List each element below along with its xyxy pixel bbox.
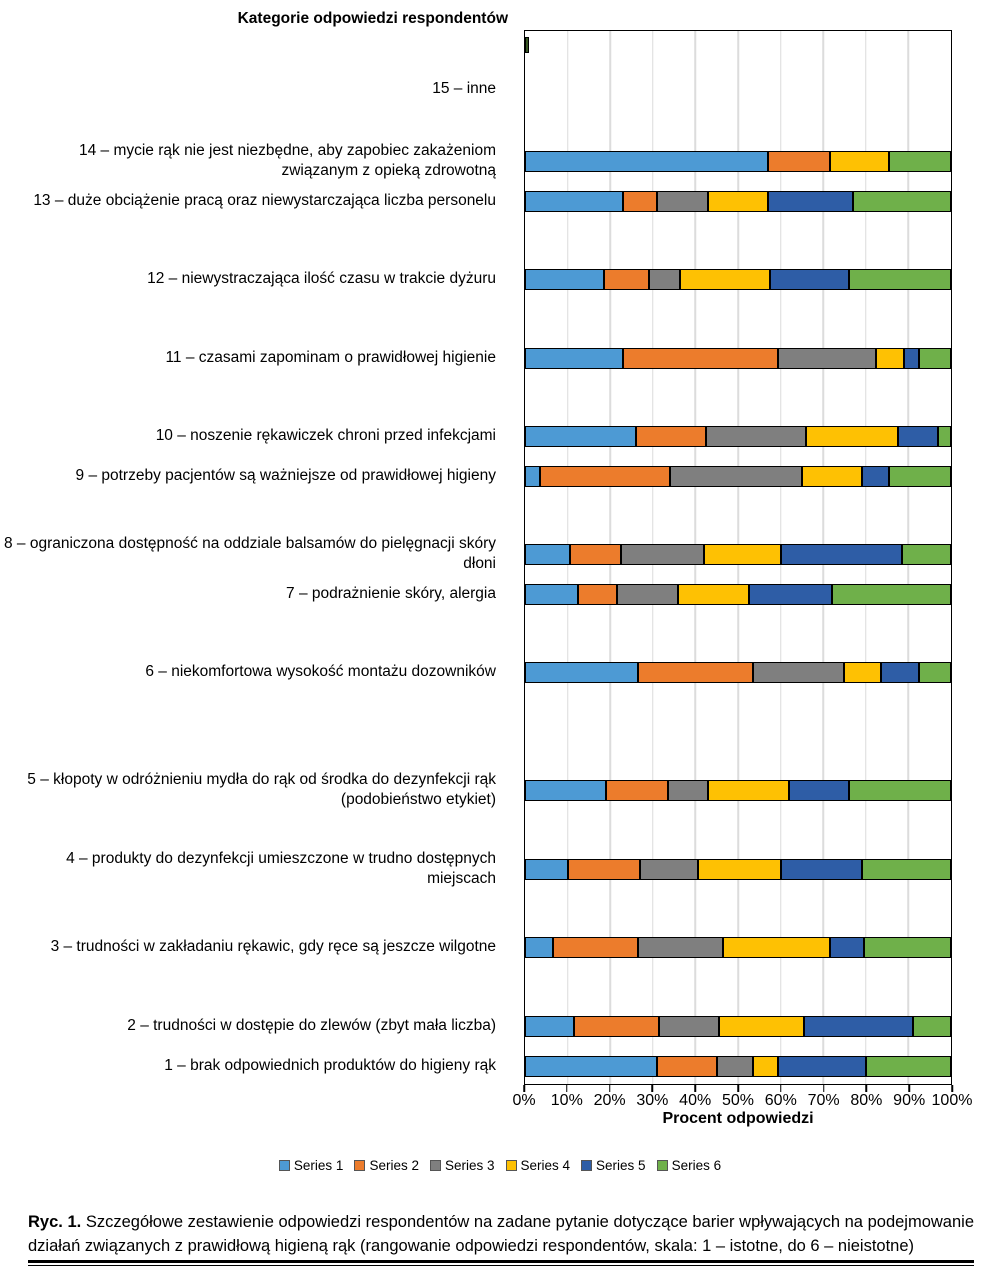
bar-row <box>525 269 951 290</box>
category-label: 13 – duże obciążenie pracą oraz niewystarczająca liczba personelu <box>33 191 496 209</box>
category-label: 15 – inne <box>432 79 496 97</box>
caption-label: Ryc. 1. <box>28 1213 82 1231</box>
bar-segment <box>778 348 876 369</box>
x-tick <box>866 1085 868 1092</box>
bar-segment <box>708 780 789 801</box>
x-tick <box>523 1085 525 1092</box>
bar-segment <box>881 662 919 683</box>
x-tick-label: 50% <box>721 1092 755 1109</box>
category-label: 9 – potrzeby pacjentów są ważniejsze od prawidłowej higieny <box>75 466 496 484</box>
x-tick-label: 30% <box>636 1092 669 1109</box>
category-label: 1 – brak odpowiednich produktów do higieny rąk <box>164 1056 496 1074</box>
x-tick-label: 20% <box>593 1092 626 1109</box>
bar-segment <box>525 269 604 290</box>
bar-segment <box>578 584 616 605</box>
x-tick-label: 60% <box>764 1092 797 1109</box>
category-label: 11 – czasami zapominam o prawidłowej higienie <box>165 348 496 366</box>
bar-segment <box>706 426 806 447</box>
x-tick <box>737 1085 739 1092</box>
legend-swatch <box>506 1160 517 1171</box>
legend-label: Series 1 <box>293 1158 344 1173</box>
bar-row <box>525 937 951 958</box>
category-label: 2 – trudności w dostępie do zlewów (zbyt mała liczba) <box>127 1016 496 1034</box>
x-tick-label: 10% <box>550 1092 583 1109</box>
bar-segment <box>525 937 553 958</box>
bar-segment <box>636 426 706 447</box>
bar-segment <box>781 859 862 880</box>
bar-segment <box>778 1056 865 1077</box>
bar-row <box>525 859 951 880</box>
bar-segment <box>723 937 830 958</box>
bar-segment <box>657 1056 717 1077</box>
bar-row <box>525 1016 951 1037</box>
x-tick <box>609 1085 611 1092</box>
bar-segment <box>781 544 902 565</box>
category-label: 10 – noszenie rękawiczek chroni przed infekcjami <box>155 426 496 444</box>
bar-segment <box>617 584 679 605</box>
plot-area <box>524 30 952 1085</box>
x-tick <box>566 1085 568 1092</box>
bar-segment <box>525 348 623 369</box>
x-tick <box>823 1085 825 1092</box>
bar-segment <box>657 191 708 212</box>
bar-row <box>525 466 951 487</box>
legend-swatch <box>581 1160 592 1171</box>
bar-row <box>525 780 951 801</box>
bar-row <box>525 191 951 212</box>
category-label: 4 – produkty do dezynfekcji umieszczone w trudno dostępnych miejscach <box>66 849 496 887</box>
bar-row <box>525 426 951 447</box>
bar-segment <box>698 859 781 880</box>
bar-segment <box>623 348 778 369</box>
bar-segment <box>525 584 578 605</box>
bar-segment <box>919 662 951 683</box>
y-axis-title: Kategorie odpowiedzi respondentów <box>237 10 508 27</box>
bar-segment <box>525 1056 657 1077</box>
bar-segment <box>568 859 640 880</box>
legend-item <box>657 1158 722 1173</box>
bar-segment <box>704 544 781 565</box>
bar-segment <box>866 1056 951 1077</box>
bar-segment <box>844 662 880 683</box>
x-tick-label: 40% <box>679 1092 712 1109</box>
x-tick-label: 0% <box>512 1092 536 1109</box>
x-tick <box>652 1085 654 1092</box>
bar-segment <box>889 151 951 172</box>
legend-swatch <box>430 1160 441 1171</box>
bar-segment <box>768 151 830 172</box>
bar-segment <box>640 859 698 880</box>
x-tick-label: 100% <box>931 1092 973 1109</box>
bar-segment <box>525 37 529 53</box>
legend-swatch <box>279 1160 290 1171</box>
legend-label: Series 3 <box>444 1158 495 1173</box>
bar-segment <box>678 584 748 605</box>
legend-swatch <box>354 1160 365 1171</box>
legend-item <box>279 1158 344 1173</box>
bar-segment <box>904 348 919 369</box>
bar-segment <box>659 1016 719 1037</box>
bar-segment <box>525 426 636 447</box>
bar-segment <box>574 1016 659 1037</box>
bar-segment <box>621 544 704 565</box>
bar-segment <box>606 780 668 801</box>
x-tick <box>951 1085 953 1092</box>
legend-item <box>581 1158 646 1173</box>
bar-segment <box>898 426 938 447</box>
bar-segment <box>770 269 849 290</box>
bar-segment <box>708 191 768 212</box>
bar-row <box>525 544 951 565</box>
bar-segment <box>849 780 951 801</box>
bar-segment <box>804 1016 913 1037</box>
bar-segment <box>919 348 951 369</box>
bar-row <box>525 348 951 369</box>
category-label: 12 – niewystraczająca ilość czasu w trakcie dyżuru <box>147 269 496 287</box>
x-axis-title: Procent odpowiedzi <box>662 1110 814 1127</box>
bar-row <box>525 37 951 53</box>
bar-segment <box>938 426 951 447</box>
bar-segment <box>570 544 621 565</box>
bar-segment <box>862 466 890 487</box>
bar-segment <box>525 780 606 801</box>
bar-segment <box>830 937 864 958</box>
bar-segment <box>802 466 862 487</box>
bar-segment <box>525 151 768 172</box>
bar-segment <box>553 937 638 958</box>
bar-row <box>525 662 951 683</box>
legend-label: Series 2 <box>369 1158 419 1173</box>
legend-item <box>354 1158 419 1173</box>
bar-segment <box>768 191 853 212</box>
bar-segment <box>753 662 845 683</box>
bar-segment <box>525 859 568 880</box>
category-label: 3 – trudności w zakładaniu rękawic, gdy ręce są jeszcze wilgotne <box>50 937 496 955</box>
legend-label: Series 4 <box>520 1158 571 1173</box>
bar-segment <box>717 1056 753 1077</box>
bar-segment <box>638 937 723 958</box>
category-label: 7 – podrażnienie skóry, alergia <box>286 584 496 602</box>
bar-segment <box>623 191 657 212</box>
bar-segment <box>830 151 890 172</box>
bar-segment <box>753 1056 779 1077</box>
bar-segment <box>853 191 951 212</box>
bar-segment <box>862 859 951 880</box>
bar-segment <box>789 780 849 801</box>
x-tick <box>780 1085 782 1092</box>
bar-segment <box>525 662 638 683</box>
x-tick <box>694 1085 696 1092</box>
bar-segment <box>889 466 951 487</box>
bar-segment <box>638 662 753 683</box>
bar-row <box>525 1056 951 1077</box>
bar-row <box>525 151 951 172</box>
bar-segment <box>668 780 708 801</box>
caption-rule <box>28 1260 974 1266</box>
legend <box>0 1158 1000 1173</box>
bar-segment <box>749 584 832 605</box>
bar-segment <box>525 1016 574 1037</box>
bar-segment <box>680 269 769 290</box>
bar-segment <box>876 348 904 369</box>
bar-segment <box>525 466 540 487</box>
legend-item <box>430 1158 495 1173</box>
bar-segment <box>913 1016 951 1037</box>
bar-segment <box>525 191 623 212</box>
category-label: 6 – niekomfortowa wysokość montażu dozowników <box>145 662 496 680</box>
legend-label: Series 5 <box>596 1158 646 1173</box>
legend-label: Series 6 <box>671 1158 722 1173</box>
bar-row <box>525 584 951 605</box>
bar-segment <box>849 269 951 290</box>
category-label: 5 – kłopoty w odróżnieniu mydła do rąk od środka do dezynfekcji rąk (podobieństwo etykiet) <box>27 770 496 808</box>
category-label: 14 – mycie rąk nie jest niezbędne, aby zapobiec zakażeniom związanym z opieką zdrowotną <box>78 141 496 179</box>
bar-segment <box>604 269 649 290</box>
legend-item <box>506 1158 571 1173</box>
bar-segment <box>670 466 802 487</box>
bar-segment <box>806 426 898 447</box>
x-tick-label: 70% <box>807 1092 840 1109</box>
x-tick-label: 90% <box>893 1092 926 1109</box>
bar-segment <box>832 584 951 605</box>
category-label: 8 – ograniczona dostępność na oddziale balsamów do pielęgnacji skóry dłoni <box>3 534 496 572</box>
figure-caption <box>28 1210 974 1258</box>
caption-text: Szczegółowe zestawienie odpowiedzi respondentów na zadane pytanie dotyczące barier wpływających na podejmowanie działań związanych z prawidłową higieną rąk (rangowanie odpowiedzi respondentów, skala: 1 – istotne, do 6 – nieistotne) <box>28 1213 975 1255</box>
bar-segment <box>864 937 951 958</box>
x-tick <box>908 1085 910 1092</box>
x-tick-label: 80% <box>850 1092 883 1109</box>
bar-segment <box>525 544 570 565</box>
legend-swatch <box>657 1160 668 1171</box>
bar-segment <box>902 544 951 565</box>
bar-segment <box>540 466 670 487</box>
bar-segment <box>719 1016 804 1037</box>
bar-segment <box>649 269 681 290</box>
